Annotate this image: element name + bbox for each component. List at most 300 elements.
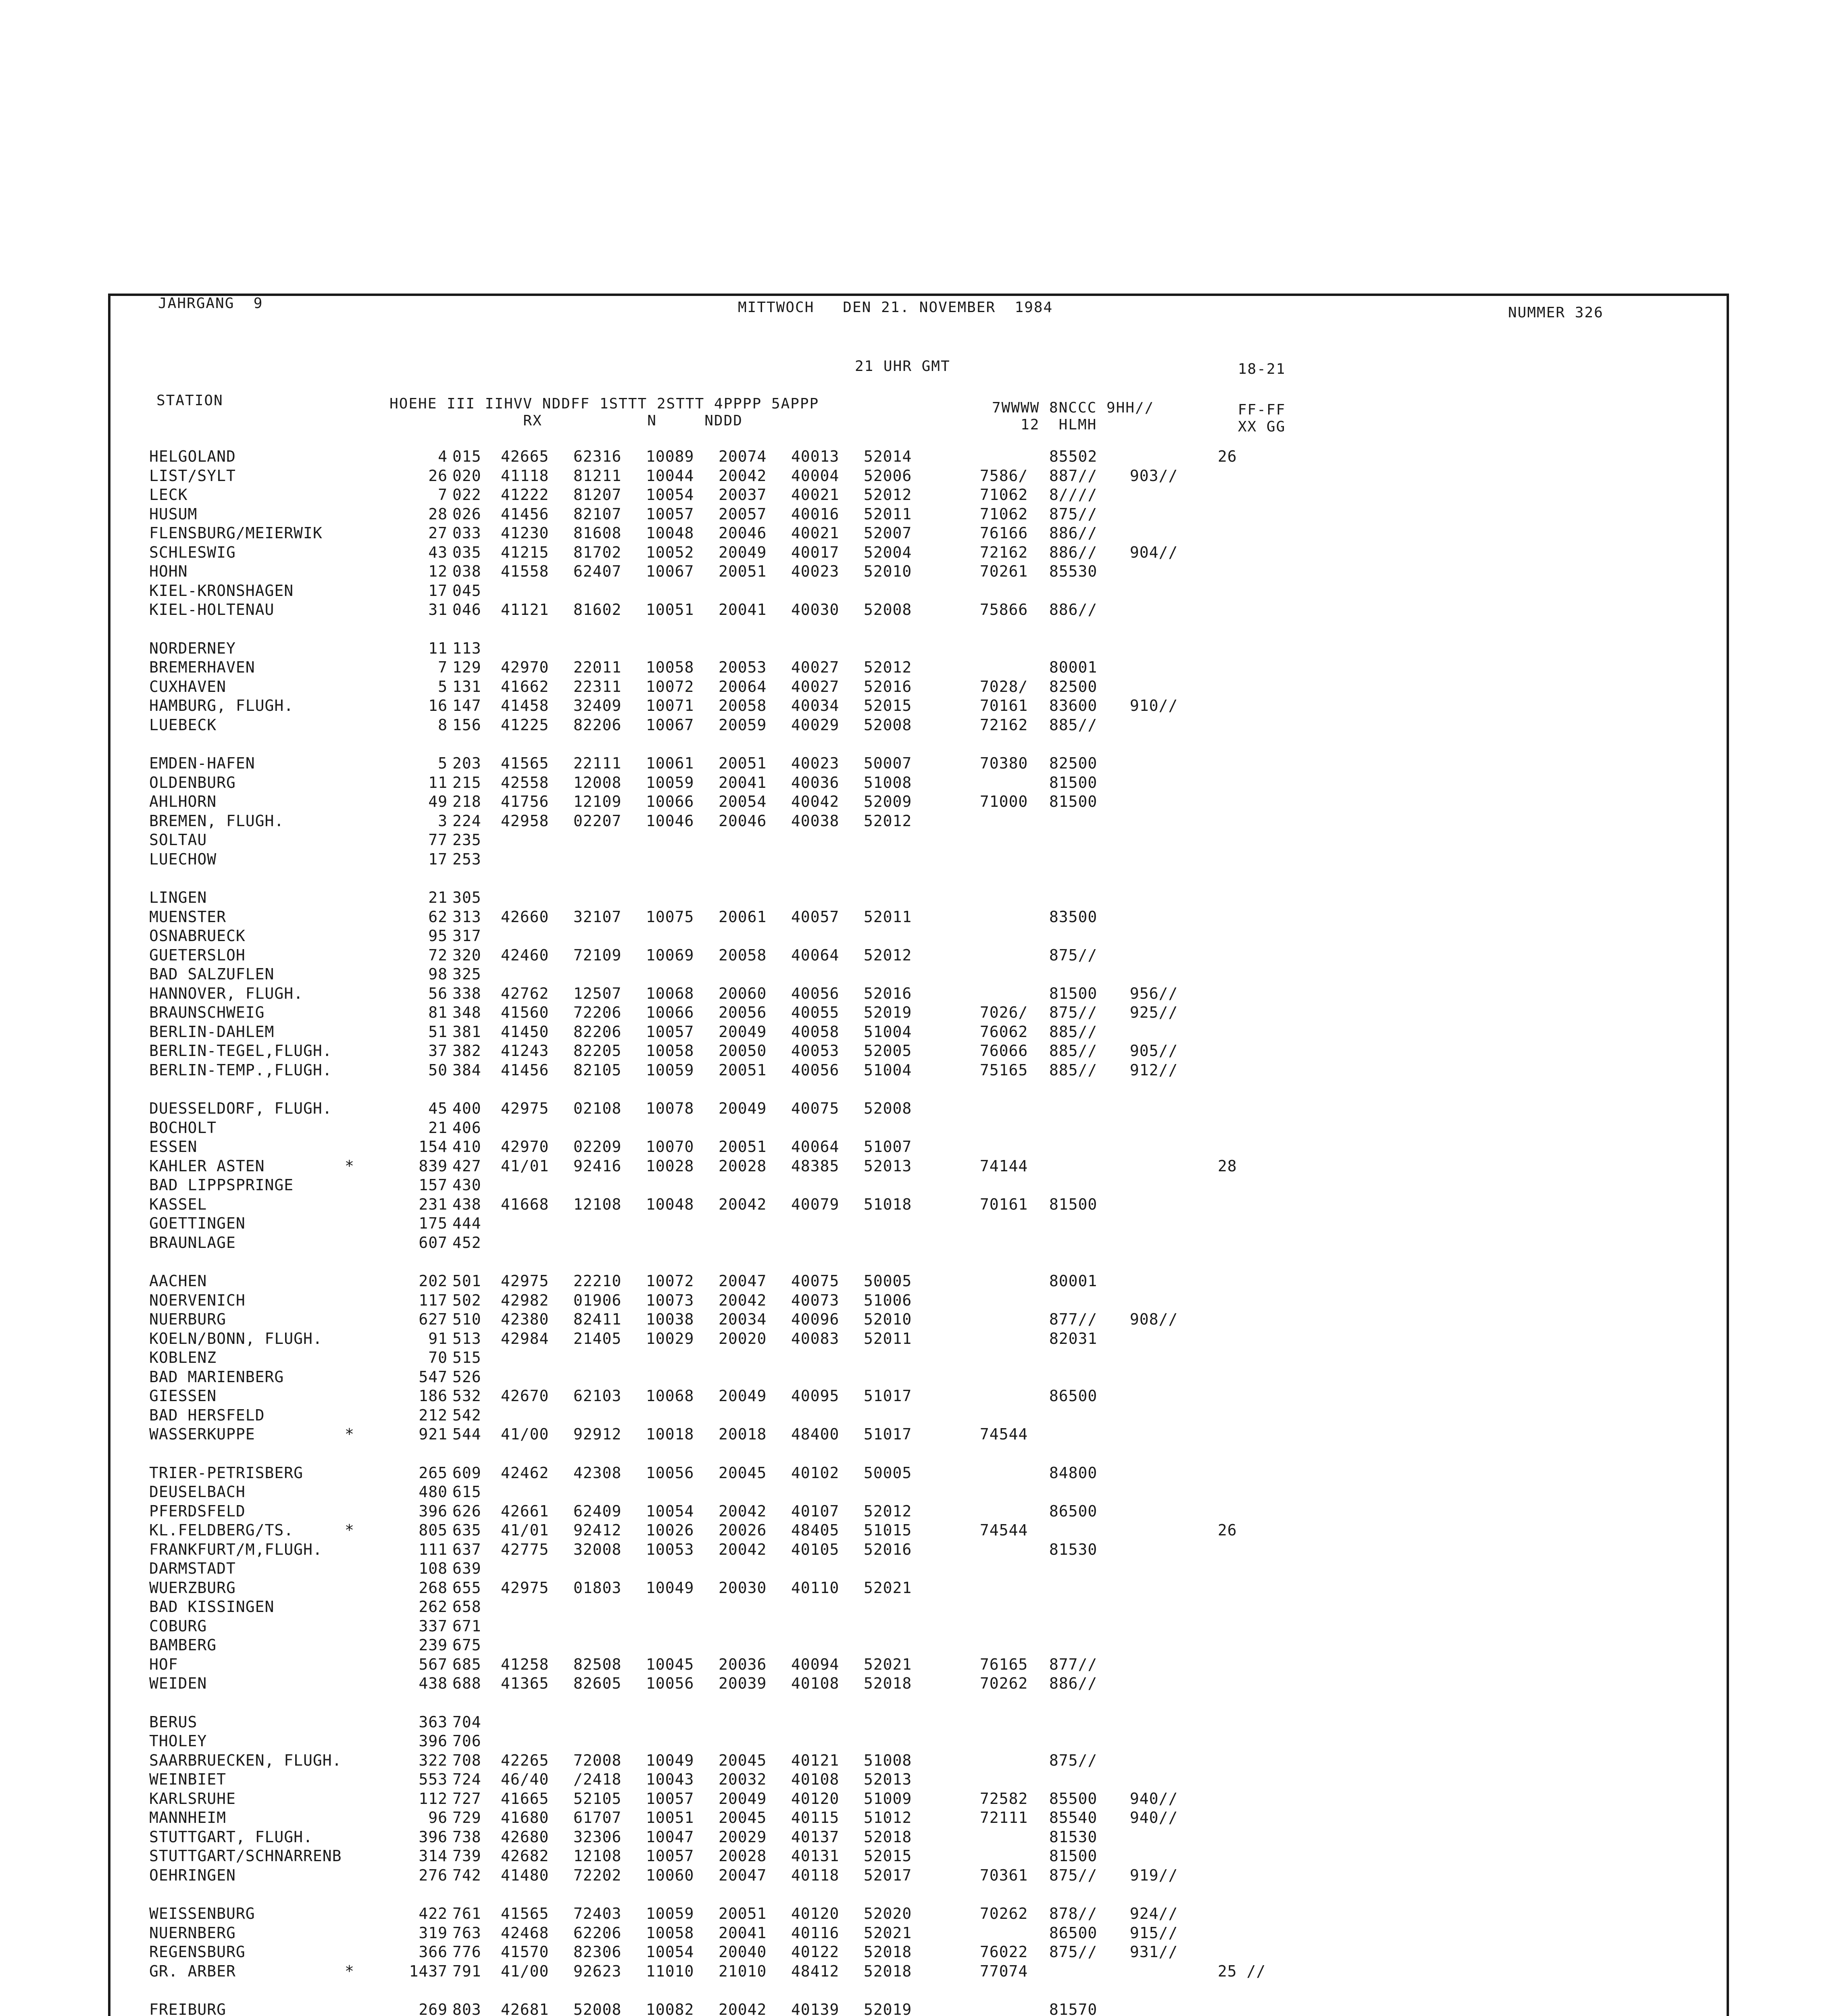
table-row <box>149 1521 1359 1541</box>
1sttt-value: 10057 <box>646 505 694 523</box>
table-row <box>149 467 1359 486</box>
station-index: 305 <box>452 889 481 906</box>
height-value: 268 <box>419 1579 448 1597</box>
1sttt-value: 10068 <box>646 984 694 1002</box>
7wwww-value: 7028/ <box>980 677 1028 696</box>
9hh-value: 931// <box>1130 1943 1178 1961</box>
nddff-value: 42308 <box>573 1464 622 1482</box>
9hh-value: 956// <box>1130 984 1178 1002</box>
station-index: 430 <box>452 1176 481 1194</box>
iihvv-value: 42681 <box>501 2001 549 2016</box>
7wwww-value: 70262 <box>980 1905 1028 1922</box>
time-range: 18-21 <box>1238 361 1286 377</box>
7wwww-value: 76165 <box>980 1655 1028 1673</box>
8nccc-value: 85540 <box>1049 1809 1098 1826</box>
iihvv-value: 41480 <box>501 1866 549 1884</box>
4pppp-value: 40075 <box>791 1272 840 1290</box>
height-value: 363 <box>419 1713 448 1731</box>
nddff-value: 81608 <box>573 524 622 542</box>
station-index: 738 <box>452 1828 481 1846</box>
2sttt-value: 20074 <box>719 448 767 465</box>
station-name: SAARBRUECKEN, FLUGH. <box>149 1751 342 1769</box>
station-index: 046 <box>452 601 481 619</box>
5appp-value: 52008 <box>864 716 912 734</box>
table-row <box>149 1828 1359 1847</box>
height-value: 50 <box>428 1061 448 1079</box>
table-row <box>149 1291 1359 1311</box>
station-name: KOBLENZ <box>149 1349 217 1366</box>
nddff-value: 82411 <box>573 1310 622 1328</box>
nddff-value: 22111 <box>573 754 622 772</box>
station-name: WASSERKUPPE <box>149 1425 255 1443</box>
2sttt-value: 20041 <box>719 1924 767 1942</box>
4pppp-value: 40079 <box>791 1195 840 1213</box>
iihvv-value: 42970 <box>501 658 549 676</box>
2sttt-value: 20059 <box>719 716 767 734</box>
station-name: GR. ARBER <box>149 1962 236 1980</box>
station-name: SCHLESWIG <box>149 543 236 561</box>
4pppp-value: 40056 <box>791 1061 840 1079</box>
station-name: BRAUNSCHWEIG <box>149 1004 265 1021</box>
group-separator <box>149 869 1359 889</box>
height-value: 112 <box>419 1789 448 1808</box>
station-index: 147 <box>452 697 481 714</box>
table-row <box>149 965 1359 985</box>
8nccc-value: 885// <box>1049 1042 1098 1060</box>
table-row <box>149 850 1359 870</box>
station-index: 348 <box>452 1004 481 1021</box>
extra-column-subheader: 12 HLMH <box>992 417 1097 433</box>
4pppp-value: 40056 <box>791 984 840 1002</box>
mountain-marker: * <box>345 1962 354 1980</box>
1sttt-value: 10058 <box>646 1924 694 1942</box>
height-value: 21 <box>428 889 448 906</box>
8nccc-value: 82500 <box>1049 677 1098 696</box>
ff-value: 26 <box>1218 1521 1237 1539</box>
iihvv-value: 42975 <box>501 1579 549 1597</box>
4pppp-value: 40042 <box>791 793 840 810</box>
table-row <box>149 1310 1359 1330</box>
station-index: 727 <box>452 1789 481 1808</box>
height-value: 314 <box>419 1847 448 1865</box>
station-name: MUENSTER <box>149 908 227 926</box>
station-index: 253 <box>452 850 481 868</box>
2sttt-value: 20053 <box>719 658 767 676</box>
station-name: ESSEN <box>149 1138 198 1156</box>
station-name: KOELN/BONN, FLUGH. <box>149 1329 323 1347</box>
7wwww-value: 72111 <box>980 1809 1028 1826</box>
nddff-value: 22210 <box>573 1272 622 1290</box>
group-separator <box>149 1694 1359 1713</box>
iihvv-value: 41680 <box>501 1809 549 1826</box>
station-name: MANNHEIM <box>149 1809 227 1826</box>
height-value: 111 <box>419 1540 448 1558</box>
8nccc-value: 84800 <box>1049 1464 1098 1482</box>
1sttt-value: 10067 <box>646 716 694 734</box>
station-index: 218 <box>452 793 481 810</box>
1sttt-value: 10051 <box>646 601 694 619</box>
station-name: NORDERNEY <box>149 639 236 657</box>
table-row <box>149 927 1359 946</box>
mountain-marker: * <box>345 1521 354 1539</box>
height-value: 117 <box>419 1291 448 1309</box>
nddff-value: 72403 <box>573 1905 622 1922</box>
9hh-value: 903// <box>1130 467 1178 485</box>
5appp-value: 52010 <box>864 562 912 580</box>
5appp-value: 52010 <box>864 1310 912 1328</box>
8nccc-value: 85502 <box>1049 448 1098 465</box>
4pppp-value: 40027 <box>791 658 840 676</box>
1sttt-value: 10073 <box>646 1291 694 1309</box>
iihvv-value: 41565 <box>501 1905 549 1922</box>
station-index: 526 <box>452 1368 481 1386</box>
iihvv-value: 41/01 <box>501 1521 549 1539</box>
height-value: 72 <box>428 946 448 964</box>
nddff-value: 22011 <box>573 658 622 676</box>
station-name: AHLHORN <box>149 793 217 810</box>
station-name: NUERNBERG <box>149 1924 236 1942</box>
station-name: BERLIN-TEGEL,FLUGH. <box>149 1042 332 1060</box>
nddff-value: 01906 <box>573 1291 622 1309</box>
table-row <box>149 1847 1359 1866</box>
2sttt-value: 20039 <box>719 1674 767 1692</box>
nddff-value: 02209 <box>573 1138 622 1156</box>
station-index: 635 <box>452 1521 481 1539</box>
height-value: 51 <box>428 1023 448 1041</box>
5appp-value: 52012 <box>864 946 912 964</box>
5appp-value: 52015 <box>864 697 912 714</box>
station-index: 400 <box>452 1100 481 1117</box>
5appp-value: 52013 <box>864 1770 912 1788</box>
1sttt-value: 10054 <box>646 486 694 504</box>
2sttt-value: 20047 <box>719 1272 767 1290</box>
5appp-value: 52015 <box>864 1847 912 1865</box>
height-value: 186 <box>419 1387 448 1405</box>
4pppp-value: 40139 <box>791 2001 840 2016</box>
station-name: HAMBURG, FLUGH. <box>149 697 294 714</box>
iihvv-value: 42660 <box>501 908 549 926</box>
station-name: BOCHOLT <box>149 1118 217 1137</box>
5appp-value: 52011 <box>864 505 912 523</box>
5appp-value: 52019 <box>864 2001 912 2016</box>
4pppp-value: 40027 <box>791 677 840 696</box>
8nccc-value: 885// <box>1049 1061 1098 1079</box>
station-index: 658 <box>452 1598 481 1616</box>
ff-value: 26 <box>1218 448 1237 465</box>
nddff-value: 81211 <box>573 467 622 485</box>
4pppp-value: 40096 <box>791 1310 840 1328</box>
4pppp-value: 40064 <box>791 1138 840 1156</box>
height-value: 81 <box>428 1004 448 1021</box>
station-index: 129 <box>452 658 481 676</box>
station-index: 410 <box>452 1138 481 1156</box>
4pppp-value: 40115 <box>791 1809 840 1826</box>
7wwww-value: 70161 <box>980 697 1028 714</box>
8nccc-value: 81570 <box>1049 2001 1098 2016</box>
iihvv-value: 42982 <box>501 1291 549 1309</box>
8nccc-value: 86500 <box>1049 1924 1098 1942</box>
1sttt-value: 10068 <box>646 1387 694 1405</box>
4pppp-value: 40004 <box>791 467 840 485</box>
8nccc-value: 83600 <box>1049 697 1098 714</box>
nddff-value: 01803 <box>573 1579 622 1597</box>
7wwww-value: 76166 <box>980 524 1028 542</box>
height-value: 269 <box>419 2001 448 2016</box>
height-value: 70 <box>428 1349 448 1366</box>
2sttt-value: 20046 <box>719 524 767 542</box>
table-row <box>149 1713 1359 1733</box>
height-value: 95 <box>428 927 448 945</box>
1sttt-value: 10057 <box>646 1789 694 1808</box>
nddff-value: 82306 <box>573 1943 622 1961</box>
station-name: DUESSELDORF, FLUGH. <box>149 1100 332 1117</box>
7wwww-value: 71000 <box>980 793 1028 810</box>
4pppp-value: 40108 <box>791 1674 840 1692</box>
station-index: 708 <box>452 1751 481 1769</box>
table-row <box>149 889 1359 908</box>
station-name: WEIDEN <box>149 1674 207 1692</box>
table-row <box>149 1042 1359 1061</box>
iihvv-value: 41215 <box>501 543 549 561</box>
table-row <box>149 793 1359 812</box>
1sttt-value: 10028 <box>646 1157 694 1175</box>
nddff-value: 12008 <box>573 773 622 791</box>
8nccc-value: 886// <box>1049 543 1098 561</box>
8nccc-value: 875// <box>1049 505 1098 523</box>
2sttt-value: 20026 <box>719 1521 767 1539</box>
nddff-value: 62316 <box>573 448 622 465</box>
station-name: DEUSELBACH <box>149 1483 246 1501</box>
nddff-value: 02108 <box>573 1100 622 1117</box>
nddff-value: 12108 <box>573 1847 622 1865</box>
table-row <box>149 1272 1359 1291</box>
4pppp-value: 40016 <box>791 505 840 523</box>
nddff-value: 32107 <box>573 908 622 926</box>
table-row <box>149 1234 1359 1253</box>
station-name: NUERBURG <box>149 1310 227 1328</box>
table-row <box>149 1425 1359 1445</box>
station-index: 532 <box>452 1387 481 1405</box>
station-index: 791 <box>452 1962 481 1980</box>
iihvv-value: 42380 <box>501 1310 549 1328</box>
2sttt-value: 20060 <box>719 984 767 1002</box>
8nccc-value: 85530 <box>1049 562 1098 580</box>
nddff-value: 32008 <box>573 1540 622 1558</box>
1sttt-value: 10059 <box>646 773 694 791</box>
2sttt-value: 20041 <box>719 773 767 791</box>
station-index: 131 <box>452 677 481 696</box>
2sttt-value: 20041 <box>719 601 767 619</box>
1sttt-value: 10054 <box>646 1502 694 1520</box>
station-name: HELGOLAND <box>149 448 236 465</box>
nddff-value: 82107 <box>573 505 622 523</box>
station-name: KIEL-HOLTENAU <box>149 601 275 619</box>
2sttt-value: 20045 <box>719 1464 767 1482</box>
station-name: LIST/SYLT <box>149 467 236 485</box>
7wwww-value: 76066 <box>980 1042 1028 1060</box>
8nccc-value: 81500 <box>1049 793 1098 810</box>
5appp-value: 51017 <box>864 1387 912 1405</box>
table-row <box>149 1924 1359 1943</box>
iihvv-value: 42665 <box>501 448 549 465</box>
station-index: 015 <box>452 448 481 465</box>
height-value: 7 <box>438 486 448 504</box>
1sttt-value: 10056 <box>646 1674 694 1692</box>
station-index: 438 <box>452 1195 481 1213</box>
station-name: BAD MARIENBERG <box>149 1368 284 1386</box>
observation-time: 21 UHR GMT <box>855 358 950 375</box>
station-name: CUXHAVEN <box>149 677 227 696</box>
iihvv-value: 41665 <box>501 1789 549 1808</box>
table-row <box>149 2001 1359 2016</box>
7wwww-value: 76062 <box>980 1023 1028 1041</box>
nddff-value: 72109 <box>573 946 622 964</box>
2sttt-value: 20030 <box>719 1579 767 1597</box>
table-row <box>149 1368 1359 1387</box>
height-value: 839 <box>419 1157 448 1175</box>
station-name: KIEL-KRONSHAGEN <box>149 581 294 600</box>
station-name: PFERDSFELD <box>149 1502 246 1520</box>
height-value: 11 <box>428 773 448 791</box>
1sttt-value: 10045 <box>646 1655 694 1673</box>
table-row <box>149 1598 1359 1617</box>
station-name: GIESSEN <box>149 1387 217 1405</box>
4pppp-value: 40102 <box>791 1464 840 1482</box>
station-index: 502 <box>452 1291 481 1309</box>
station-index: 038 <box>452 562 481 580</box>
height-value: 175 <box>419 1214 448 1232</box>
2sttt-value: 20018 <box>719 1425 767 1443</box>
9hh-value: 940// <box>1130 1809 1178 1826</box>
2sttt-value: 20058 <box>719 697 767 714</box>
2sttt-value: 20042 <box>719 1195 767 1213</box>
station-table <box>149 448 1359 2016</box>
4pppp-value: 48400 <box>791 1425 840 1443</box>
8nccc-value: 875// <box>1049 1866 1098 1884</box>
table-row <box>149 1100 1359 1119</box>
iihvv-value: 42762 <box>501 984 549 1002</box>
4pppp-value: 40023 <box>791 754 840 772</box>
station-index: 020 <box>452 467 481 485</box>
nddff-value: 72206 <box>573 1004 622 1021</box>
7wwww-value: 71062 <box>980 486 1028 504</box>
nddff-value: 62409 <box>573 1502 622 1520</box>
2sttt-value: 20049 <box>719 1789 767 1808</box>
table-row <box>149 1023 1359 1042</box>
table-row <box>149 1732 1359 1752</box>
1sttt-value: 10043 <box>646 1770 694 1788</box>
table-row <box>149 639 1359 659</box>
station-index: 427 <box>452 1157 481 1175</box>
2sttt-value: 20036 <box>719 1655 767 1673</box>
iihvv-value: 41/01 <box>501 1157 549 1175</box>
station-index: 033 <box>452 524 481 542</box>
station-name: STUTTGART/SCHNARRENB <box>149 1847 342 1865</box>
nddff-value: 72008 <box>573 1751 622 1769</box>
2sttt-value: 20028 <box>719 1157 767 1175</box>
table-row <box>149 1406 1359 1426</box>
height-value: 212 <box>419 1406 448 1424</box>
table-row <box>149 1330 1359 1349</box>
station-index: 655 <box>452 1579 481 1597</box>
2sttt-value: 20046 <box>719 812 767 830</box>
2sttt-value: 20037 <box>719 486 767 504</box>
station-index: 776 <box>452 1943 481 1961</box>
8nccc-value: 80001 <box>1049 658 1098 676</box>
date-label: MITTWOCH DEN 21. NOVEMBER 1984 <box>738 299 1053 316</box>
height-value: 202 <box>419 1272 448 1290</box>
height-value: 12 <box>428 562 448 580</box>
8nccc-value: 885// <box>1049 716 1098 734</box>
9hh-value: 919// <box>1130 1866 1178 1884</box>
station-name: LUECHOW <box>149 850 217 868</box>
2sttt-value: 20051 <box>719 1138 767 1156</box>
station-name: BERUS <box>149 1713 198 1731</box>
table-row <box>149 1674 1359 1694</box>
8nccc-value: 81500 <box>1049 773 1098 791</box>
5appp-value: 52008 <box>864 601 912 619</box>
table-row <box>149 1752 1359 1771</box>
7wwww-value: 74544 <box>980 1425 1028 1443</box>
5appp-value: 52018 <box>864 1962 912 1980</box>
4pppp-value: 40013 <box>791 448 840 465</box>
nddff-value: 92623 <box>573 1962 622 1980</box>
station-index: 729 <box>452 1809 481 1826</box>
gust-column-subheader: XX GG <box>1238 419 1286 435</box>
station-name: EMDEN-HAFEN <box>149 754 255 772</box>
table-row <box>149 1349 1359 1368</box>
4pppp-value: 40105 <box>791 1540 840 1558</box>
4pppp-value: 40030 <box>791 601 840 619</box>
nddff-value: 82105 <box>573 1061 622 1079</box>
5appp-value: 51012 <box>864 1809 912 1826</box>
table-row <box>149 1943 1359 1962</box>
5appp-value: 52012 <box>864 658 912 676</box>
height-value: 262 <box>419 1598 448 1616</box>
table-row <box>149 1809 1359 1828</box>
table-row <box>149 1636 1359 1656</box>
7wwww-value: 77074 <box>980 1962 1028 1980</box>
table-row <box>149 1770 1359 1790</box>
height-value: 45 <box>428 1100 448 1117</box>
main-column-header: HOEHE III IIHVV NDDFF 1STTT 2STTT 4PPPP 5APPP <box>390 396 819 412</box>
station-index: 510 <box>452 1310 481 1328</box>
2sttt-value: 20058 <box>719 946 767 964</box>
5appp-value: 52011 <box>864 908 912 926</box>
table-row <box>149 1004 1359 1023</box>
table-row <box>149 524 1359 544</box>
7wwww-value: 75866 <box>980 601 1028 619</box>
height-value: 108 <box>419 1560 448 1577</box>
2sttt-value: 20034 <box>719 1310 767 1328</box>
8nccc-value: 878// <box>1049 1905 1098 1922</box>
height-value: 276 <box>419 1866 448 1884</box>
iihvv-value: 42661 <box>501 1502 549 1520</box>
station-index: 639 <box>452 1560 481 1577</box>
station-name: OSNABRUECK <box>149 927 246 945</box>
4pppp-value: 48405 <box>791 1521 840 1539</box>
iihvv-value: 41118 <box>501 467 549 485</box>
station-index: 544 <box>452 1425 481 1443</box>
station-index: 026 <box>452 505 481 523</box>
5appp-value: 51004 <box>864 1061 912 1079</box>
5appp-value: 50005 <box>864 1464 912 1482</box>
2sttt-value: 20051 <box>719 562 767 580</box>
5appp-value: 51017 <box>864 1425 912 1443</box>
height-value: 21 <box>428 1118 448 1137</box>
8nccc-value: 81500 <box>1049 1847 1098 1865</box>
station-name: BERLIN-TEMP.,FLUGH. <box>149 1061 332 1079</box>
